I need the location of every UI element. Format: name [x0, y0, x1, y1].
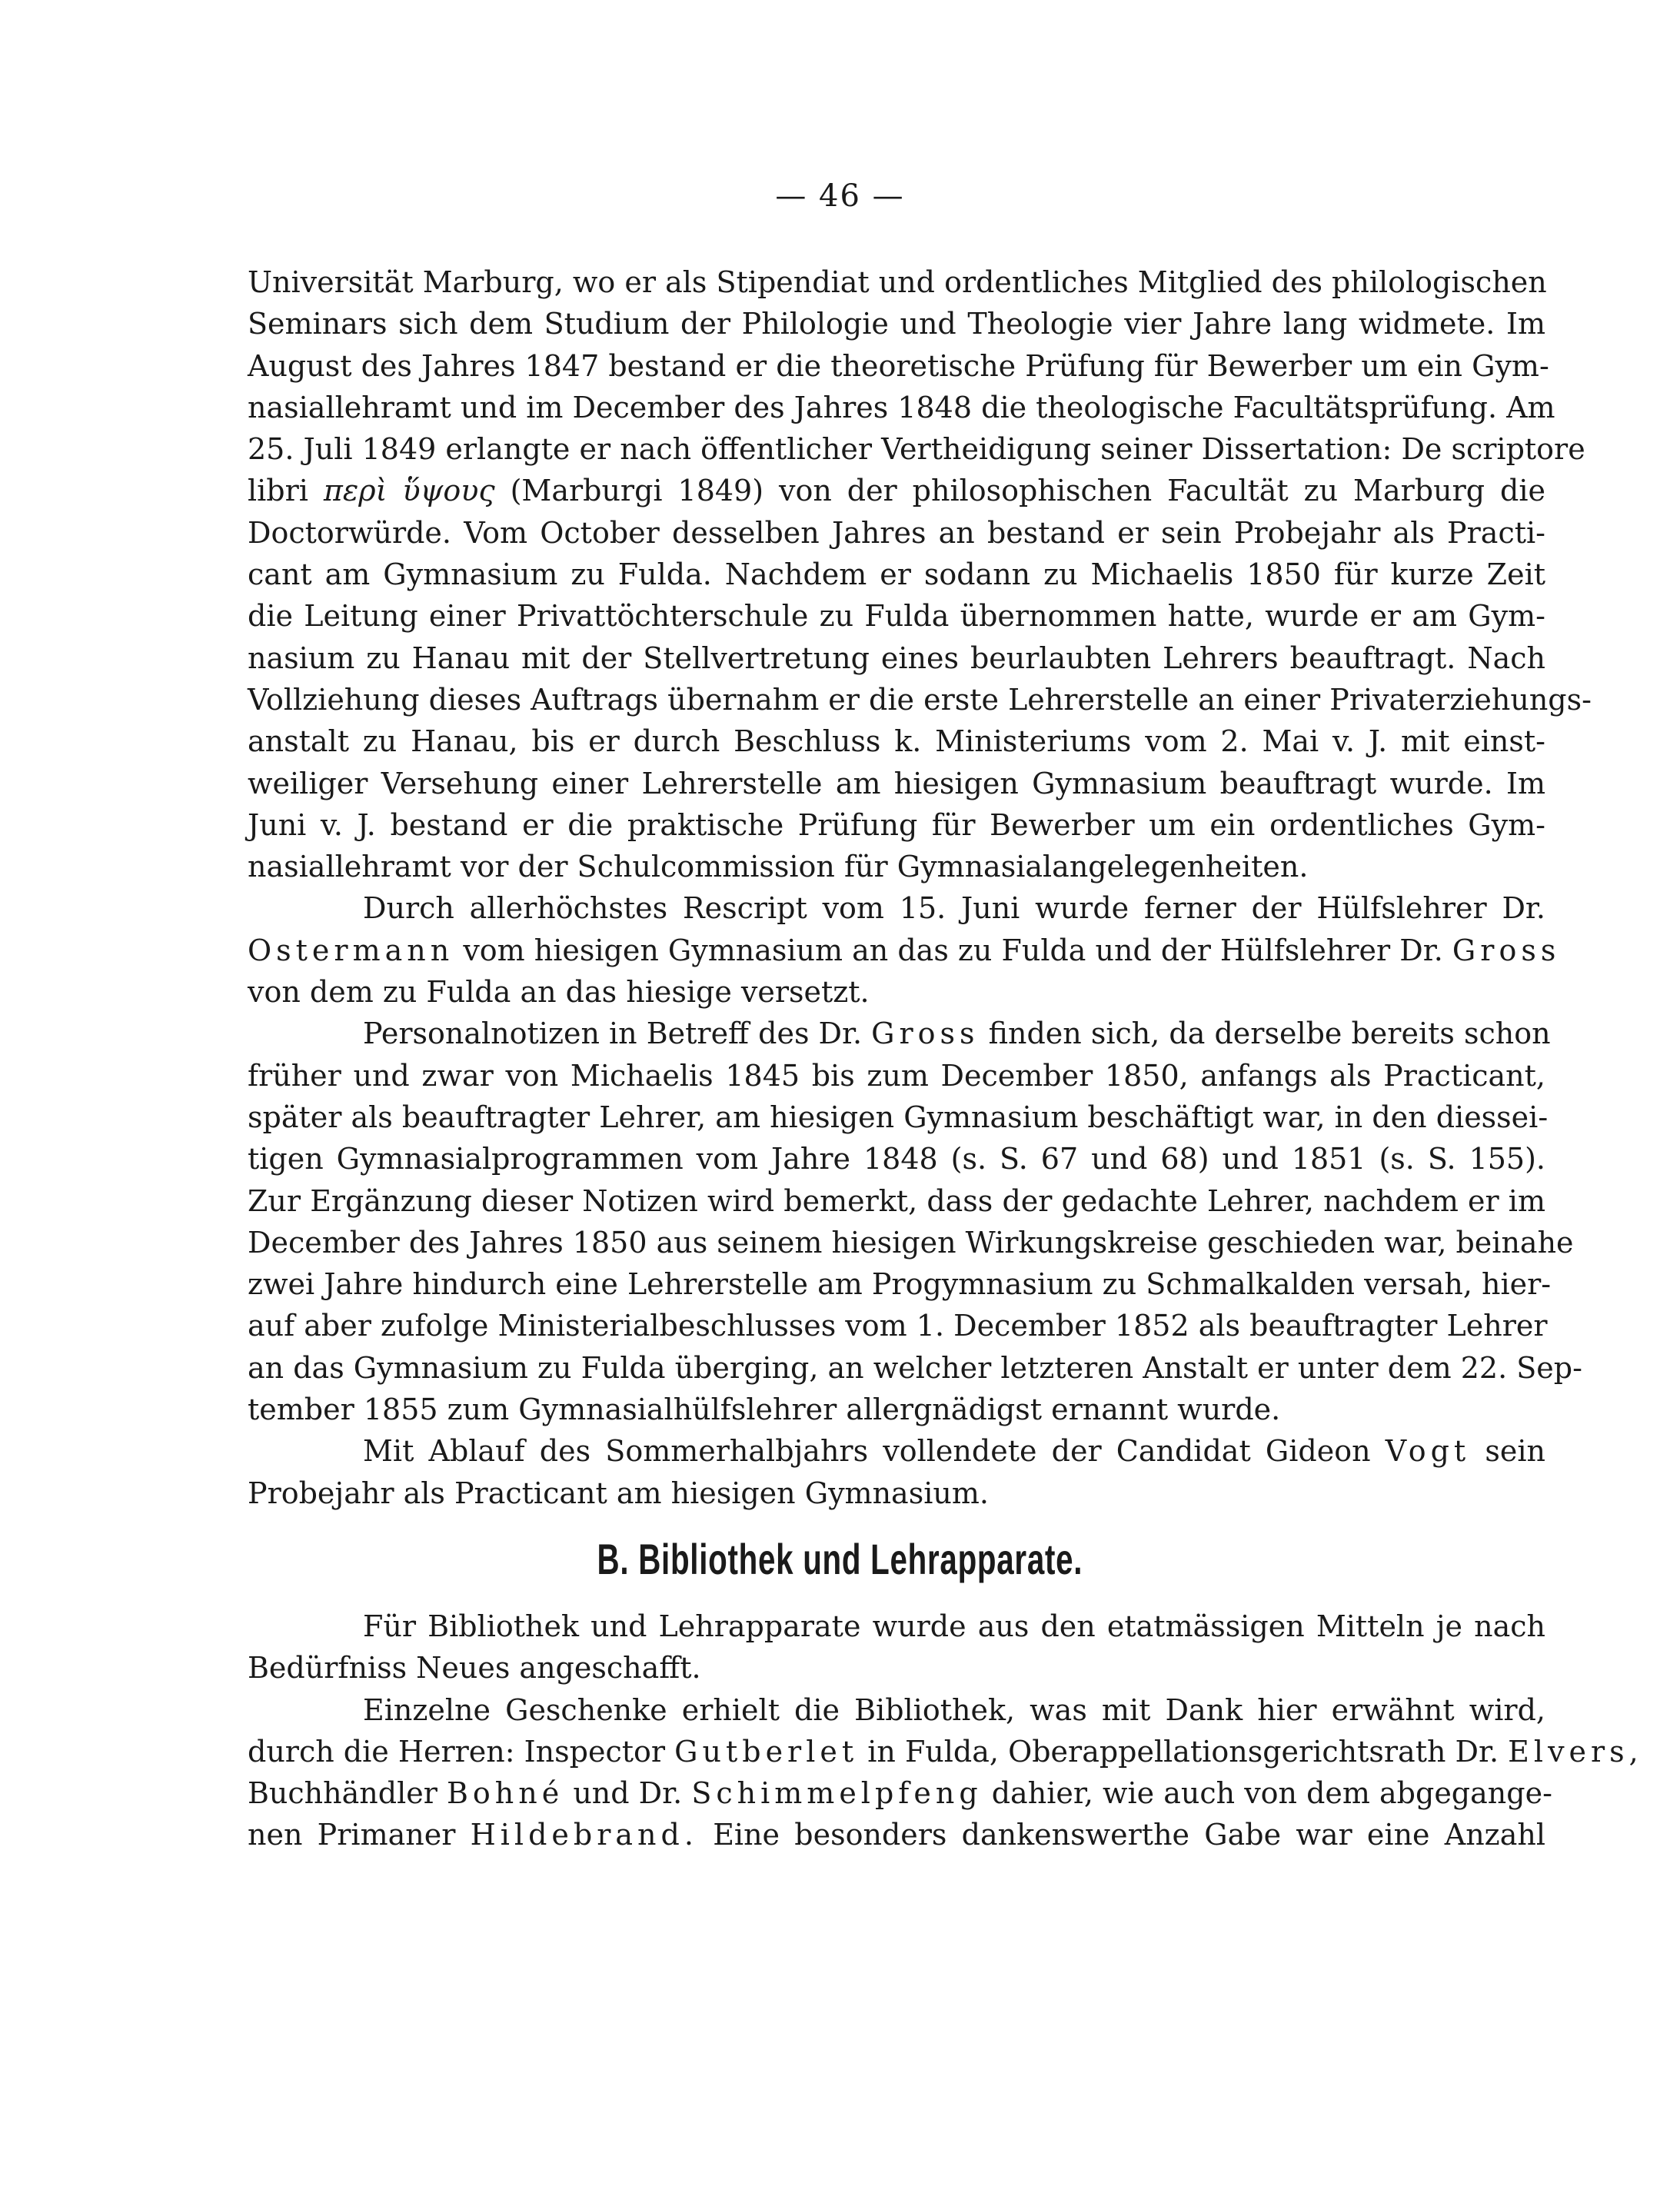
text-line: cant am Gymnasium zu Fulda. Nachdem er sodann zu Michaelis 1850 für kurze Zeit: [248, 557, 1545, 592]
person-name: Gross: [1452, 933, 1561, 967]
text-segment: (Marburgi 1849) von der philosophischen Facultät zu Marburg die: [510, 474, 1545, 508]
text-line: [248, 1772, 1552, 1814]
person-name: Vogt: [1385, 1434, 1471, 1469]
person-name: Hildebrand.: [470, 1818, 698, 1852]
text-segment: finden sich, da derselbe bereits schon: [988, 1017, 1551, 1051]
text-line: Probejahr als Practicant am hiesigen Gymnasium.: [248, 1476, 989, 1510]
text-line: nasium zu Hanau mit der Stellvertretung eines beurlaubten Lehrers beauftragt. Nach: [248, 641, 1545, 675]
section-heading: B. Bibliothek und Lehrapparate.: [597, 1535, 1083, 1583]
text-line: nasiallehramt und im December des Jahres 1848 die theologische Facultätsprüfung. Am: [248, 390, 1555, 424]
text-line: früher und zwar von Michaelis 1845 bis zum December 1850, anfangs als Practicant,: [248, 1058, 1545, 1093]
text-segment: Mit Ablauf des Sommerhalbjahrs vollendete der Candidat Gideon: [363, 1434, 1371, 1469]
text-segment: nen Primaner: [248, 1818, 456, 1852]
text-segment: libri: [248, 474, 308, 508]
text-segment: Personalnotizen in Betreff des Dr.: [363, 1017, 863, 1051]
text-line: Juni v. J. bestand er die praktische Prüfung für Bewerber um ein ordentliches Gym-: [248, 807, 1545, 842]
text-line: Für Bibliothek und Lehrapparate wurde aus den etatmässigen Mitteln je nach: [363, 1609, 1545, 1643]
text-line: December des Jahres 1850 aus seinem hiesigen Wirkungskreise geschieden war, beinahe: [248, 1225, 1574, 1260]
person-name: Gutberlet: [674, 1734, 859, 1769]
text-line: nasiallehramt vor der Schulcommission für Gymnasialangelegenheiten.: [248, 850, 1309, 884]
text-line: [248, 1814, 1545, 1855]
text-line: später als beauftragter Lehrer, am hiesigen Gymnasium beschäftigt war, in den diessei-: [248, 1100, 1549, 1134]
text-line: von dem zu Fulda an das hiesige versetzt.: [248, 975, 870, 1010]
text-line: [248, 1013, 1551, 1054]
text-segment: durch die Herren: Inspector: [248, 1734, 666, 1769]
text-segment: sein: [1485, 1434, 1545, 1469]
person-name: Schimmelpfeng: [691, 1776, 983, 1811]
text-line: Universität Marburg, wo er als Stipendiat und ordentliches Mitglied des philologischen: [248, 265, 1547, 299]
text-line: tember 1855 zum Gymnasialhülfslehrer allergnädigst ernannt wurde.: [248, 1393, 1281, 1427]
text-segment: vom hiesigen Gymnasium an das zu Fulda und der Hülfslehrer Dr.: [463, 933, 1443, 967]
text-line: Seminars sich dem Studium der Philologie und Theologie vier Jahre lang widmete. Im: [248, 307, 1545, 341]
text-segment: Eine besonders dankenswerthe Gabe war eine Anzahl: [713, 1818, 1545, 1852]
person-name: Bohné: [446, 1776, 564, 1811]
text-segment: in Fulda, Oberappellationsgerichtsrath Dr.: [867, 1734, 1499, 1769]
text-line: Bedürfniss Neues angeschafft.: [248, 1651, 701, 1686]
text-line: weiliger Versehung einer Lehrerstelle am hiesigen Gymnasium beauftragt wurde. Im: [248, 766, 1545, 800]
text-segment: Buchhändler: [248, 1776, 437, 1811]
text-line: an das Gymnasium zu Fulda überging, an welcher letzteren Anstalt er unter dem 22. Sep-: [248, 1350, 1582, 1385]
text-segment: dahier, wie auch von dem abgegange-: [991, 1776, 1552, 1811]
paragraph-biography: [248, 261, 1592, 1514]
text-line: anstalt zu Hanau, bis er durch Beschluss k. Ministeriums vom 2. Mai v. J. mit einst-: [248, 724, 1545, 759]
person-name: Elvers,: [1508, 1734, 1643, 1769]
page-number: — 46 —: [775, 178, 905, 214]
text-line: [248, 930, 1561, 971]
text-line: Einzelne Geschenke erhielt die Bibliothek, was mit Dank hier erwähnt wird,: [363, 1692, 1545, 1727]
text-line: 25. Juli 1849 erlangte er nach öffentlicher Vertheidigung seiner Dissertation: De scriptore: [248, 432, 1585, 467]
text-line: [248, 1731, 1643, 1772]
text-line: die Leitung einer Privattöchterschule zu Fulda übernommen hatte, wurde er am Gym-: [248, 599, 1545, 634]
text-line: [248, 1430, 1545, 1472]
person-name: Ostermann: [248, 933, 454, 967]
paragraph-library: [248, 1606, 1643, 1856]
text-line: Vollziehung dieses Auftrags übernahm er die erste Lehrerstelle an einer Privaterziehungs-: [248, 682, 1592, 717]
text-line: Doctorwürde. Vom October desselben Jahres an bestand er sein Probejahr als Practi-: [248, 515, 1545, 550]
text-line: Durch allerhöchstes Rescript vom 15. Juni wurde ferner der Hülfslehrer Dr.: [363, 891, 1545, 926]
text-line: August des Jahres 1847 bestand er die theoretische Prüfung für Bewerber um ein Gym-: [248, 348, 1549, 383]
text-line: zwei Jahre hindurch eine Lehrerstelle am Progymnasium zu Schmalkalden versah, hier-: [248, 1267, 1552, 1302]
text-line: tigen Gymnasialprogrammen vom Jahre 1848 (s. S. 67 und 68) und 1851 (s. S. 155).: [248, 1142, 1545, 1176]
text-line: auf aber zufolge Ministerialbeschlusses vom 1. December 1852 als beauftragter Lehrer: [248, 1309, 1548, 1343]
text-segment: und Dr.: [573, 1776, 683, 1811]
text-line: Zur Ergänzung dieser Notizen wird bemerkt, dass der gedachte Lehrer, nachdem er im: [248, 1183, 1545, 1218]
greek-title: περὶ ὕψους: [323, 474, 495, 508]
person-name: Gross: [871, 1017, 980, 1051]
text-line: [248, 470, 1545, 511]
